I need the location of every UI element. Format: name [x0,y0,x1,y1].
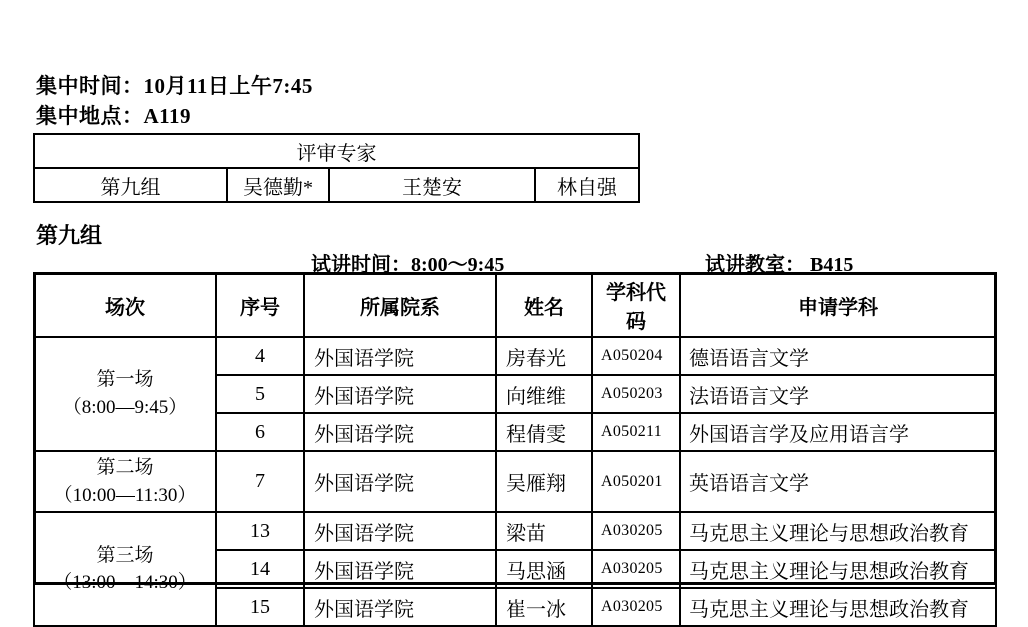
schedule-table [33,272,997,627]
column-header-department: 所属院系 [304,273,496,337]
row-name: 梁苗 [496,512,592,550]
row-code: A050201 [592,451,680,512]
row-code: A050203 [592,375,680,413]
session-label-line1: 第三场 [96,544,154,566]
column-header-subject: 申请学科 [680,273,996,337]
row-name: 程倩雯 [496,413,592,451]
group-title: 第九组 [36,223,103,248]
row-subject: 法语语言文学 [680,375,996,413]
column-header-session: 场次 [34,273,216,337]
column-header-code: 学科代码 [592,273,680,337]
row-department: 外国语学院 [304,550,496,588]
row-index: 5 [216,375,304,413]
expert-table [33,133,640,203]
meeting-time-line: 集中时间：10月11日上午7:45 [36,74,313,98]
row-index: 6 [216,413,304,451]
row-index: 4 [216,337,304,375]
row-subject: 马克思主义理论与思想政治教育 [680,550,996,588]
session-label-line1: 第二场 [96,457,154,478]
row-name: 房春光 [496,337,592,375]
row-name: 崔一冰 [496,588,592,626]
schedule-header-row [34,273,996,337]
row-name: 向维维 [496,375,592,413]
table-row [34,512,996,550]
trial-time-label: 试讲时间：8:00～9:45 [311,254,505,276]
row-subject: 马克思主义理论与思想政治教育 [680,512,996,550]
row-code: A050211 [592,413,680,451]
row-department: 外国语学院 [304,451,496,512]
row-subject: 德语语言文学 [680,337,996,375]
table-row [34,451,996,512]
session-cell [34,512,216,626]
row-code: A030205 [592,512,680,550]
session-label-line2: （10:00—11:30） [53,484,197,506]
row-name: 吴雁翔 [496,451,592,512]
row-subject: 马克思主义理论与思想政治教育 [680,588,996,626]
row-department: 外国语学院 [304,375,496,413]
session-label-line1: 第一场 [96,369,154,391]
session-label-line2: （13:00—14:30） [53,572,197,594]
row-index: 14 [216,550,304,588]
expert-name-2: 王楚安 [329,168,535,202]
expert-group-label: 第九组 [34,168,227,202]
row-subject: 外国语言学及应用语言学 [680,413,996,451]
meeting-place-line: 集中地点：A119 [36,104,192,128]
trial-room-label: 试讲教室： B415 [705,254,854,276]
row-name: 马思涵 [496,550,592,588]
row-subject: 英语语言文学 [680,451,996,512]
column-header-index: 序号 [216,273,304,337]
row-department: 外国语学院 [304,512,496,550]
session-cell [34,451,216,512]
row-department: 外国语学院 [304,337,496,375]
expert-name-1: 吴德勤* [227,168,329,202]
row-index: 15 [216,588,304,626]
column-header-name: 姓名 [496,273,592,337]
session-label-line2: （8:00—9:45） [62,397,188,418]
row-code: A030205 [592,588,680,626]
expert-table-title: 评审专家 [34,134,639,168]
row-code: A030205 [592,550,680,588]
row-index: 7 [216,451,304,512]
session-cell [34,337,216,451]
expert-name-3: 林自强 [535,168,639,202]
row-department: 外国语学院 [304,588,496,626]
row-department: 外国语学院 [304,413,496,451]
expert-table-row [34,168,639,202]
table-row [34,337,996,375]
row-index: 13 [216,512,304,550]
row-code: A050204 [592,337,680,375]
expert-table-title-row [34,134,639,168]
